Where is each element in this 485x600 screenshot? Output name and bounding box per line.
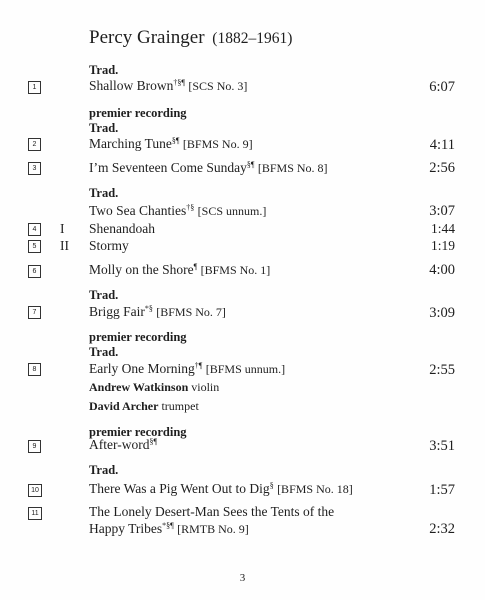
performer-instrument: trumpet <box>161 399 199 413</box>
track-title <box>89 437 157 453</box>
track-number-box: 8 <box>28 363 41 376</box>
track-number-box: 6 <box>28 265 41 278</box>
track-title-text: After-word <box>89 437 150 452</box>
track-duration: 3:07 <box>429 203 455 219</box>
performer-credit <box>89 380 219 395</box>
premier-recording-label: premier recording <box>89 425 187 439</box>
track-catalog: [BFMS No. 9] <box>182 137 253 151</box>
track-duration: 1:19 <box>430 238 455 253</box>
track-number-box: 4 <box>28 223 41 236</box>
trad-label: Trad. <box>89 121 119 135</box>
track-duration: 6:07 <box>429 79 455 95</box>
track-catalog: [BFMS unnum.] <box>205 362 286 376</box>
trad-label: Trad. <box>89 288 119 302</box>
track-marks: ¶ <box>193 262 198 271</box>
composer-years: (1882–1961) <box>212 30 293 47</box>
track-duration: 4:11 <box>429 137 455 153</box>
track-number-box: 3 <box>28 162 41 175</box>
track-title-continued <box>89 521 249 537</box>
track-title: The Lonely Desert-Man Sees the Tents of the <box>89 504 335 519</box>
track-marks: †§¶ <box>173 78 185 87</box>
track-number-box: 11 <box>28 507 42 520</box>
track-title <box>89 304 226 320</box>
track-title <box>89 136 253 152</box>
track-marks: § <box>269 481 274 490</box>
performer-credit <box>89 399 199 414</box>
page-number: 3 <box>239 572 246 584</box>
track-title-text: Brigg Fair <box>89 304 145 319</box>
track-duration: 2:56 <box>429 160 455 176</box>
track-title-text: Molly on the Shore <box>89 262 194 277</box>
track-title-text: I’m Seventeen Come Sunday <box>89 160 247 175</box>
track-title <box>89 160 328 176</box>
track-number-box: 7 <box>28 306 41 319</box>
track-marks: *§¶ <box>162 521 174 530</box>
track-number-box: 9 <box>28 440 41 453</box>
track-duration: 3:09 <box>429 305 455 321</box>
track-duration: 1:44 <box>430 221 455 236</box>
track-duration: 3:51 <box>429 438 455 454</box>
composer-name: Percy Grainger <box>89 27 205 48</box>
track-duration: 2:55 <box>429 362 455 378</box>
track-title <box>89 203 266 219</box>
track-title-text: Two Sea Chanties <box>89 203 187 218</box>
track-title-text: Early One Morning <box>89 361 195 376</box>
track-catalog: [BFMS No. 18] <box>277 482 353 496</box>
track-number-box: 10 <box>28 484 42 497</box>
premier-recording-label: premier recording <box>89 330 187 344</box>
track-catalog: [BFMS No. 7] <box>156 305 226 319</box>
trad-label: Trad. <box>89 345 119 359</box>
track-catalog: [RMTB No. 9] <box>177 522 249 536</box>
track-title-text: Shallow Brown <box>89 78 174 93</box>
track-number-box: 1 <box>28 81 41 94</box>
track-title-text: Marching Tune <box>89 136 172 151</box>
track-title <box>89 78 247 94</box>
premier-recording-label: premier recording <box>89 106 187 120</box>
track-catalog: [SCS No. 3] <box>188 79 248 93</box>
track-title <box>89 361 285 377</box>
movement-numeral: I <box>60 221 65 236</box>
track-catalog: [BFMS No. 1] <box>200 263 271 277</box>
performer-name: Andrew Watkinson <box>89 380 189 394</box>
track-duration: 1:57 <box>429 482 455 498</box>
trad-label: Trad. <box>89 63 119 77</box>
performer-name: David Archer <box>89 399 159 413</box>
track-title: Stormy <box>89 238 129 253</box>
track-marks: §¶ <box>171 136 180 145</box>
track-title <box>89 262 270 278</box>
movement-numeral: II <box>60 238 69 253</box>
track-title <box>89 481 353 497</box>
track-marks: *§ <box>144 304 153 313</box>
track-title-text: Happy Tribes <box>89 521 163 536</box>
track-marks: †¶ <box>194 361 203 370</box>
track-duration: 2:32 <box>429 521 455 537</box>
track-catalog: [SCS unnum.] <box>197 204 267 218</box>
track-number-box: 5 <box>28 240 41 253</box>
track-catalog: [BFMS No. 8] <box>257 161 328 175</box>
composer-heading <box>89 27 292 49</box>
track-marks: §¶ <box>246 160 255 169</box>
track-number-box: 2 <box>28 138 41 151</box>
track-marks: §¶ <box>149 437 158 446</box>
track-title: Shenandoah <box>89 221 155 236</box>
trad-label: Trad. <box>89 463 119 477</box>
performer-instrument: violin <box>191 380 220 394</box>
track-duration: 4:00 <box>429 262 455 278</box>
track-marks: †§ <box>186 203 195 212</box>
trad-label: Trad. <box>89 186 119 200</box>
track-title-text: There Was a Pig Went Out to Dig <box>89 481 270 496</box>
